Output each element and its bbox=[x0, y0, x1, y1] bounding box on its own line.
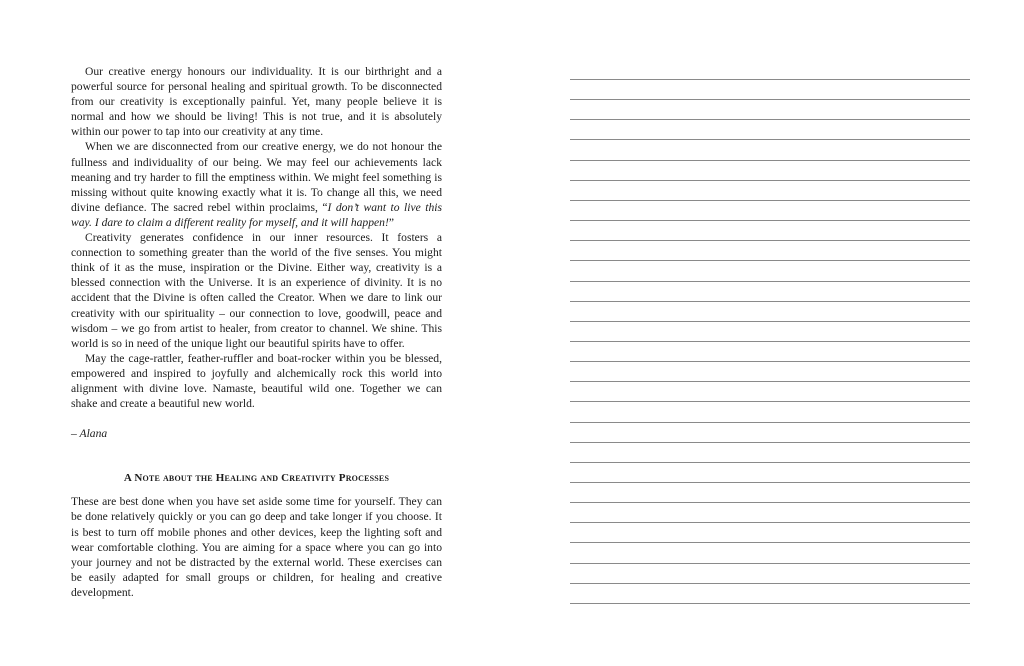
ruled-line bbox=[570, 281, 970, 282]
paragraph-2-quote: I don’t want to live this way. I dare to claim a different reality for myself, and it will happen! bbox=[71, 200, 443, 229]
ruled-line bbox=[570, 301, 970, 302]
paragraph-2 bbox=[71, 139, 442, 230]
section-body: These are best done when you have set aside some time for yourself. They can be done relatively quickly or you can go deep and take longer if you choose. It is best to turn off mobile phones and other devices, keep the lighting soft and wear comfortable clothing. You are aiming for a space where you can go into your journey and not be distracted by the external world. These exercises can be easily adapted for small groups or children, for healing and creative development. bbox=[71, 495, 442, 599]
ruled-line bbox=[570, 542, 970, 543]
ruled-line bbox=[570, 99, 970, 100]
paragraph-2-close-quote: ” bbox=[388, 215, 394, 229]
paragraph-2-text: When we are disconnected from our creative energy, we do not honour the fullness and individuality of our being. We may feel our achievements lack meaning and try harder to fill the emptiness within. We might feel something is missing without quite knowing exactly what it is. To change all this, we need divine defiance. The sacred rebel within proclaims, “ bbox=[71, 140, 442, 214]
ruled-line bbox=[570, 522, 970, 523]
paragraph-1: Our creative energy honours our individuality. It is our birthright and a powerful source for personal healing and spiritual growth. To be disconnected from our creativity is exceptionally painful. Yet, many people believe it is normal and how we should be living! This is not true, and it is absolutely within our power to tap into our creativity at any time. bbox=[71, 65, 442, 139]
section-heading: A Note about the Healing and Creativity Processes bbox=[123, 472, 390, 485]
ruled-line bbox=[570, 502, 970, 503]
ruled-line bbox=[570, 401, 970, 402]
ruled-line bbox=[570, 220, 970, 221]
ruled-line bbox=[570, 482, 970, 483]
ruled-line bbox=[570, 381, 970, 382]
ruled-line bbox=[570, 200, 970, 201]
ruled-line bbox=[570, 260, 970, 261]
ruled-line bbox=[570, 180, 970, 181]
ruled-line bbox=[570, 139, 970, 140]
ruled-line bbox=[570, 583, 970, 584]
ruled-line bbox=[570, 341, 970, 342]
ruled-line bbox=[570, 442, 970, 443]
paragraph-4: May the cage-rattler, feather-ruffler and boat-rocker within you be blessed, empowered and inspired to joyfully and alchemically rock this world into alignment with divine love. Namaste, beautiful wild one. Together we can shake and create a beautiful new world. bbox=[71, 351, 442, 411]
ruled-line bbox=[570, 160, 970, 161]
ruled-line bbox=[570, 422, 970, 423]
ruled-line bbox=[570, 79, 970, 80]
left-page bbox=[71, 64, 442, 600]
paragraph-3: Creativity generates confidence in our inner resources. It fosters a connection to something greater than the world of the five senses. You might think of it as the muse, inspiration or the Divine. Either way, creativity is a blessed connection with the Universe. It is an experience of divinity. It is no accident that the Divine is often called the Creator. When we dare to link our creativity with our spirituality – our connection to love, goodwill, peace and wisdom – we go from artist to healer, from creator to channel. We shine. This world is so in need of the unique light our beautiful spirits have to offer. bbox=[71, 231, 442, 350]
author-signature: – Alana bbox=[71, 427, 108, 441]
ruled-line bbox=[570, 462, 970, 463]
ruled-notes-page bbox=[570, 79, 970, 609]
ruled-line bbox=[570, 361, 970, 362]
ruled-line bbox=[570, 240, 970, 241]
ruled-line bbox=[570, 119, 970, 120]
ruled-line bbox=[570, 321, 970, 322]
ruled-line bbox=[570, 563, 970, 564]
ruled-line bbox=[570, 603, 970, 604]
